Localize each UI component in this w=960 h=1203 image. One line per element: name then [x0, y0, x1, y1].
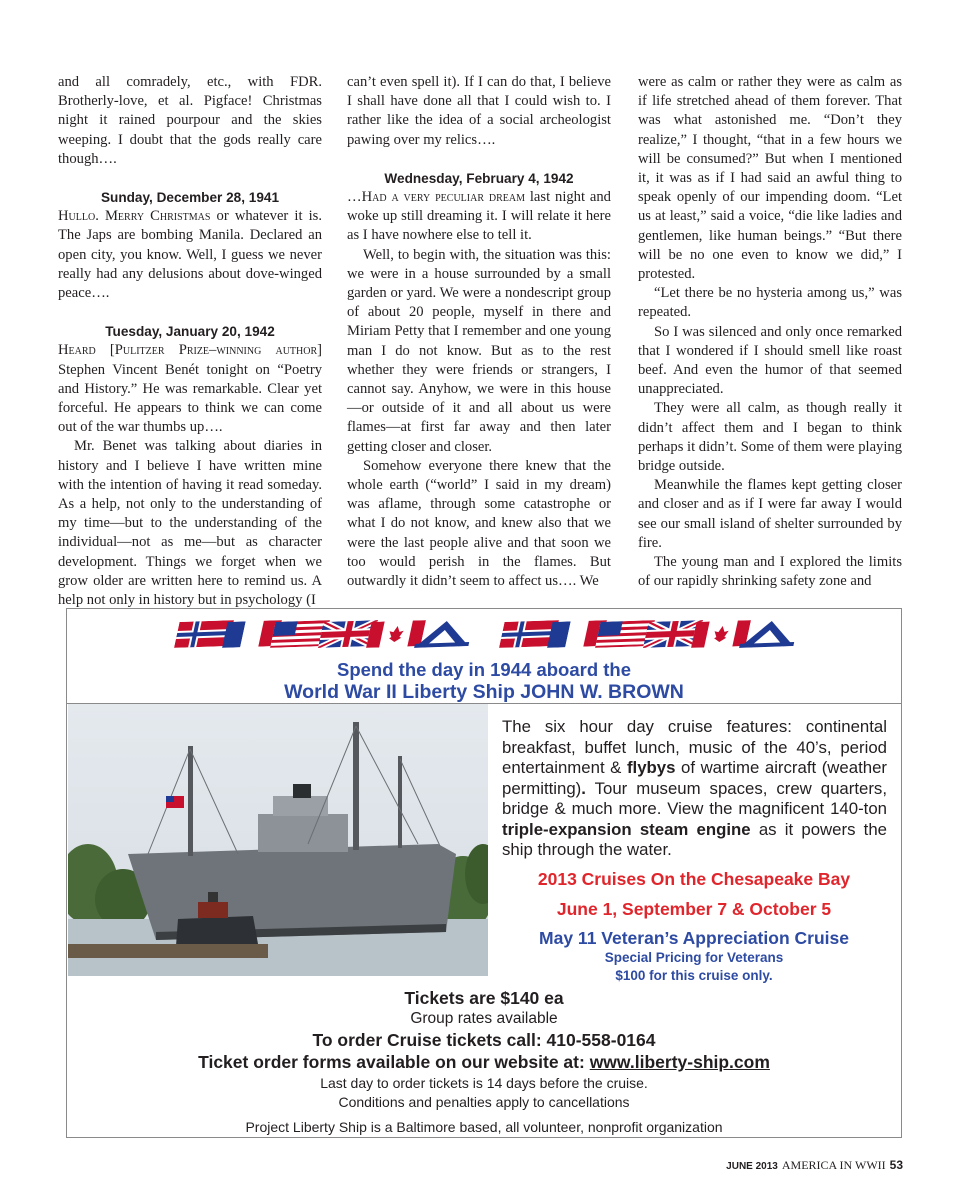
- paragraph: Somehow everyone there knew that the whole earth (“world” I said in my dream) was aflame, through some catastrophe or what I do not know, and knew also that we were the last people alive and that soon we too would perish in the flames. But outwardly it didn’t seem to affect us…. We: [347, 457, 611, 590]
- cruise-description: The six hour day cruise features: continental breakfast, buffet lunch, music of the 40’s, period entertainment & flybys of wartime aircraft (weather permitting). Tour museum spaces, crew quarters, bridge & much more. View the magnificent 140-ton triple-expansion steam engine as it powers the ship through the water.: [502, 717, 887, 859]
- paragraph: Hullo. Merry Christmas or whatever it is. The Japs are bombing Manila. Declared an open city, you know. Well, I guess we never really had any delusions about dove-winged peace….: [58, 208, 322, 302]
- paragraph: Heard [Pulitzer Prize–winning author] Stephen Vincent Benét tonight on “Poetry and History.” He was remarkable. Clear yet forceful. He appears to think we can come out of the war thumbs up….: [58, 342, 322, 436]
- flag-banner-right: [502, 621, 790, 651]
- paragraph: Well, to begin with, the situation was this: we were in a house surrounded by a small garden or yard. We were a nondescript group of about 20 people, myself in there and Miriam Petty that I remember and one young man I do not know. But as to the rest whether they were friends or strangers, I cannot say. Anyhow, we were in this house—or outside of it and all about us were flames—at first far away and then later getting closer and closer.: [347, 246, 611, 455]
- article-column-1: [58, 73, 322, 610]
- order-phone: To order Cruise tickets call: 410-558-0164: [312, 1030, 656, 1050]
- paragraph: can’t even spell it). If I can do that, I believe I shall have done all that I could wish to. I rather like the idea of a social archeologist pawing over my relics….: [347, 74, 611, 148]
- paragraph: were as calm or rather they were as calm as if life stretched ahead of them forever. That was what astonished me. “Don’t they realize,” I thought, “that in a few hours we will be consumed?” But when I mentioned it, it was as if I had said an awful thing to speak openly of our impending doom. “Let us at least,” said a voice, “die like ladies and gentlemen, like human beings.” “But there will be no one even to know we did,” I protested.: [638, 74, 902, 283]
- magazine-title: AMERICA IN WWII: [781, 1158, 886, 1172]
- liberty-ship-advertisement: [66, 608, 902, 1138]
- article-column-2: [347, 73, 611, 591]
- diary-date-heading: Wednesday, February 4, 1942: [384, 170, 574, 186]
- ticket-price: Tickets are $140 ea: [404, 988, 564, 1008]
- veteran-pricing: Special Pricing for Veterans: [604, 950, 784, 965]
- article-column-3: [638, 73, 902, 591]
- paragraph: “Let there be no hysteria among us,” was repeated.: [638, 285, 902, 321]
- group-rates: Group rates available: [410, 1010, 558, 1027]
- diary-date-heading: Tuesday, January 20, 1942: [105, 324, 275, 340]
- paragraph: and all comradely, etc., with FDR. Brotherly-love, et al. Pigface! Christmas night it rained pourpour and the skies weeping. I doubt that the gods really care though….: [58, 74, 322, 167]
- liberty-ship-photo: [68, 704, 488, 976]
- ad-headline: Spend the day in 1944 aboard the: [336, 659, 632, 680]
- flag-banner-left: [177, 621, 465, 651]
- paragraph: …Had a very peculiar dream last night and woke up still dreaming it. I will relate it here as I have nowhere else to tell it.: [347, 189, 611, 244]
- paragraph: Mr. Benet was talking about diaries in history and I believe I have written mine with the intention of having it read someday. As a help, not only to the understanding of my time—but to the understanding of the individual—not as me—but as character development. Things we forget when we grow older are written here to remind us. A help not only in history but in psychology (I: [58, 438, 322, 609]
- paragraph: The young man and I explored the limits of our rapidly shrinking safety zone and: [638, 554, 902, 590]
- paragraph: Meanwhile the flames kept getting closer and closer and as if I were far away I would see our small island of shelter surrounded by fire.: [638, 477, 902, 551]
- conditions-notice: Conditions and penalties apply to cancellations: [338, 1094, 630, 1110]
- website-link[interactable]: www.liberty-ship.com: [589, 1052, 770, 1072]
- page-number: 53: [889, 1158, 903, 1172]
- last-day-notice: Last day to order tickets is 14 days before the cruise.: [320, 1075, 648, 1091]
- issue-date: JUNE 2013: [726, 1161, 778, 1172]
- page-footer: [726, 1158, 903, 1173]
- ussr-flag-icon: [414, 620, 474, 648]
- cruises-title: 2013 Cruises On the Chesapeake Bay: [537, 869, 851, 889]
- paragraph: So I was silenced and only once remarked that I wondered if I should smell like roast beef. And even the humor of that seemed unappreciated.: [638, 323, 902, 398]
- organization-note: Project Liberty Ship is a Baltimore based, all volunteer, nonprofit organization: [245, 1119, 723, 1135]
- order-forms: Ticket order forms available on our website at: www.liberty-ship.com: [198, 1052, 770, 1072]
- cruise-dates: June 1, September 7 & October 5: [556, 899, 832, 919]
- veteran-price: $100 for this cruise only.: [615, 968, 773, 983]
- ad-subheadline: World War II Liberty Ship JOHN W. BROWN: [284, 681, 684, 703]
- veteran-cruise: May 11 Veteran’s Appreciation Cruise: [539, 928, 849, 948]
- diary-date-heading: Sunday, December 28, 1941: [100, 190, 280, 206]
- ussr-flag-icon: [739, 620, 799, 648]
- paragraph: They were all calm, as though really it didn’t affect them and I began to think perhaps it didn’t. Some of them were playing bridge outside.: [638, 400, 902, 475]
- ad-header: [67, 609, 901, 704]
